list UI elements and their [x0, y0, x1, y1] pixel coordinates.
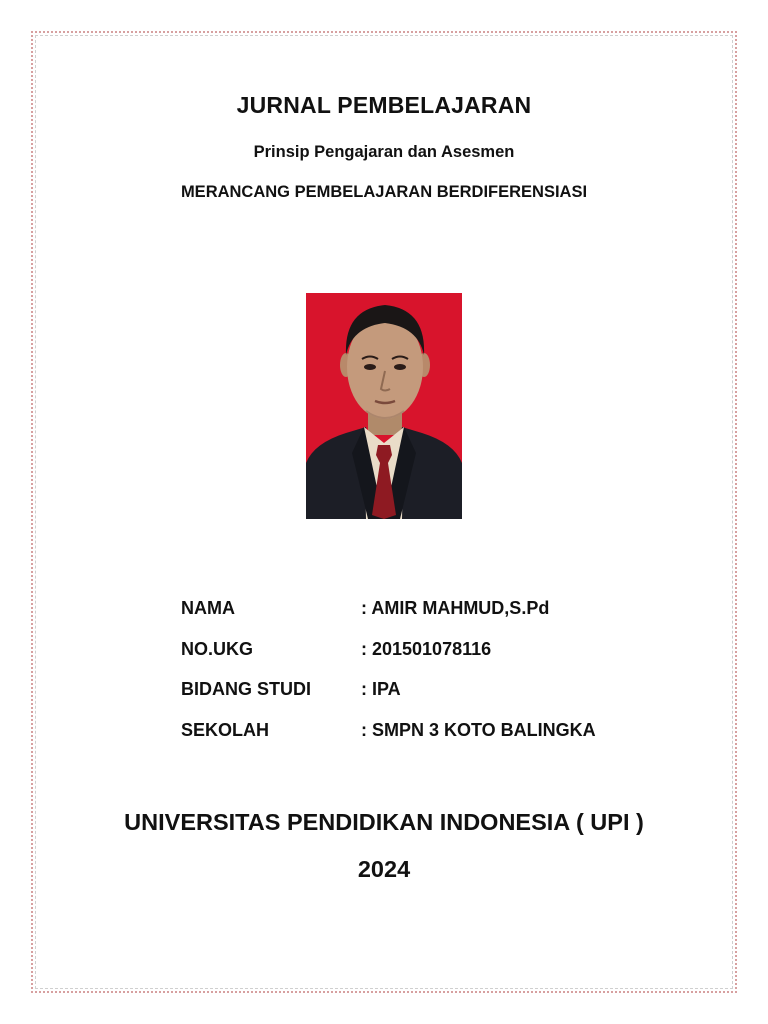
document-subtitle: Prinsip Pengajaran dan Asesmen	[253, 143, 515, 161]
identity-value: : SMPN 3 KOTO BALINGKA	[361, 719, 596, 740]
identity-table	[181, 598, 681, 760]
identity-label: BIDANG STUDI	[181, 679, 311, 699]
identity-label: NAMA	[181, 598, 235, 618]
identity-label: SEKOLAH	[181, 719, 270, 740]
document-year: 2024	[357, 856, 411, 882]
university-name: UNIVERSITAS PENDIDIKAN INDONESIA ( UPI )	[124, 809, 644, 835]
identity-row-nama	[181, 598, 681, 639]
identity-row-sekolah	[181, 720, 681, 761]
identity-value: : AMIR MAHMUD,S.Pd	[361, 598, 550, 618]
identity-value: : 201501078116	[361, 638, 492, 659]
document-theme: MERANCANG PEMBELAJARAN BERDIFERENSIASI	[180, 183, 588, 201]
portrait-photo	[306, 293, 462, 519]
identity-value: : IPA	[361, 679, 401, 699]
identity-row-bidang-studi	[181, 679, 681, 720]
identity-label: NO.UKG	[181, 638, 253, 659]
document-title: JURNAL PEMBELAJARAN	[236, 92, 532, 118]
identity-row-no-ukg	[181, 639, 681, 680]
